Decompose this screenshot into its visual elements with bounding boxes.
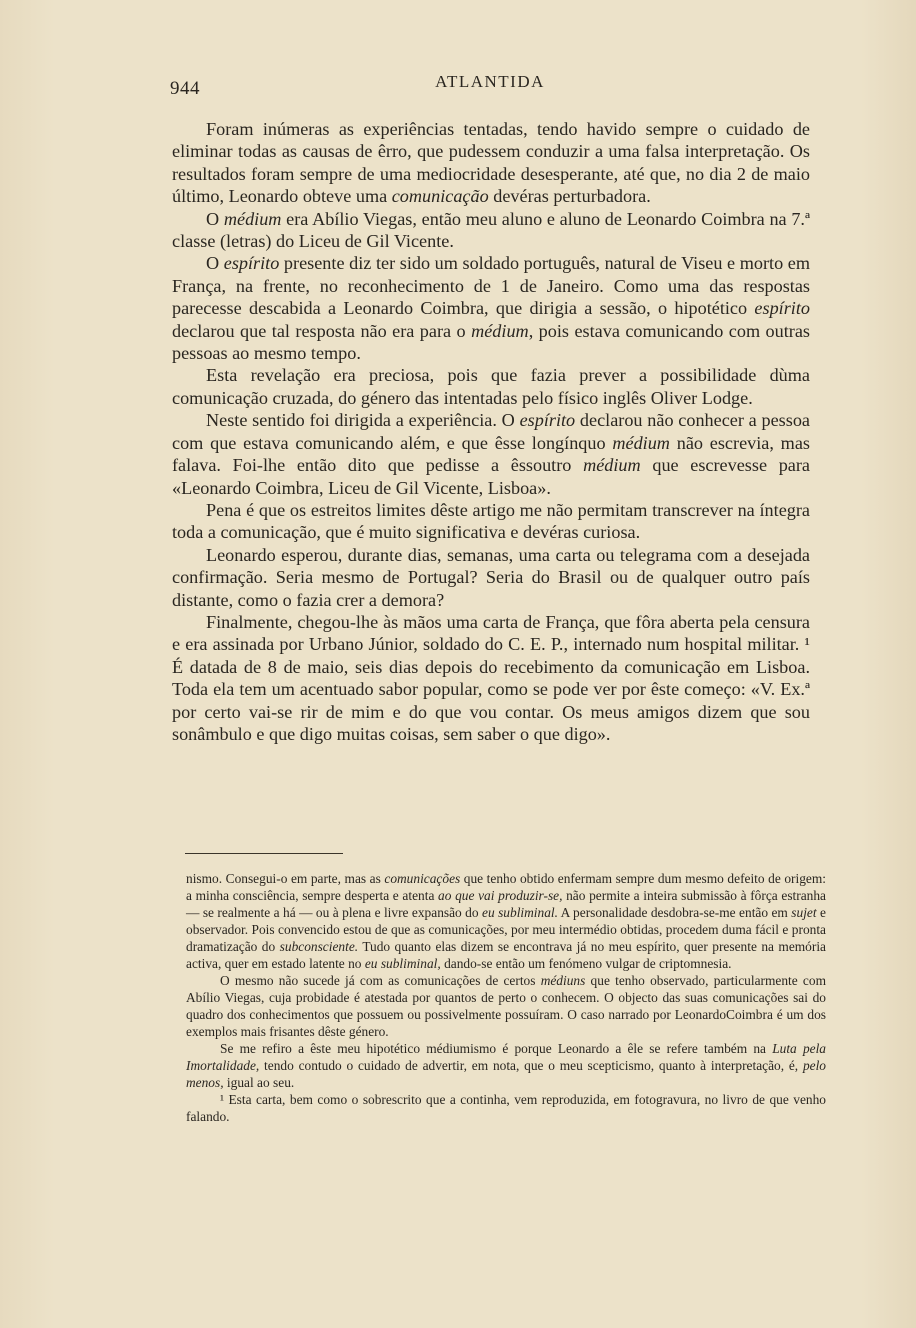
page-number: 944 [170, 78, 200, 99]
text-run: Foram inúmeras as experiências tentadas, tendo havido sempre o cuidado de eliminar todas as causas de êrro, que pudessem conduzir a uma falsa interpretação. Os resultados foram sempre de uma mediocridade desesperante, até que, no dia 2 de maio último, Leonardo obteve uma [172, 119, 810, 207]
italic-term: espírito [223, 253, 280, 274]
text-run: não permite a inteira submissão à fôrça estranha — se realmente a há — ou à plena e livre expansão do [186, 888, 826, 920]
footnotes [186, 870, 826, 1125]
paragraph: Finalmente, chegou-lhe às mãos uma carta de França, que fôra aberta pela censura e era assinada por Urbano Júnior, soldado do C. E. P., internado num hospital militar. ¹ É datada de 8 de maio, seis dias depois do recebimento da comunicação em Lisboa. Toda ela tem um acentuado sabor popular, como se pode ver por êste começo: «V. Ex.ª por certo vai-se rir de mim e do que vou contar. Os meus amigos dizem que sou sonâmbulo e que digo muitas coisas, sem saber o que digo». [172, 611, 810, 744]
footnote-paragraph [186, 972, 826, 1040]
italic-term: espírito [519, 410, 576, 431]
text-run: tendo contudo o cuidado de advertir, em nota, que o meu scepticismo, quanto à interpretação, é, [259, 1058, 803, 1073]
italic-term: médium [471, 320, 529, 341]
text-run: não escrevia, mas falava. Foi-lhe então dito que pedisse a êssoutro [172, 432, 810, 476]
paragraph: Pena é que os estreitos limites dêste artigo me não permitam transcrever na íntegra toda a comunicação, que é muito significativa e devéras curiosa. [172, 499, 810, 543]
text-run: O [206, 208, 224, 229]
main-text [172, 118, 810, 745]
italic-term: comunicações [384, 871, 461, 886]
italic-term: médium [612, 432, 670, 453]
italic-term: médium [583, 455, 641, 476]
text-run: nismo. Consegui-o em parte, mas as [186, 871, 385, 886]
text-run: Neste sentido foi dirigida a experiência. O [206, 410, 520, 431]
text-run: igual ao seu. [223, 1075, 295, 1090]
italic-term: eu subliminal. [482, 905, 558, 920]
paragraph: Esta revelação era preciosa, pois que fazia prever a possibilidade dùma comunicação cruzada, do género das intentadas pelo físico inglês Oliver Lodge. [172, 365, 810, 408]
text-run: e observador. Pois convencido estou de que as comunicações, por meu intermédio obtidas, procedem duma fácil e pronta dramatização do [186, 905, 826, 954]
footnote-continuation [186, 870, 826, 972]
text-run: declarou não conhecer a pessoa com que estava comunicando além, e que êsse longínquo [172, 410, 810, 453]
text-run: O [206, 253, 224, 274]
italic-term: eu subliminal, [364, 956, 441, 971]
italic-term: espírito [754, 298, 810, 319]
italic-term: sujet [791, 905, 817, 920]
footnote-1: ¹ Esta carta, bem como o sobrescrito que a continha, vem reproduzida, em fotogravura, no livro de que venho falando. [186, 1092, 826, 1124]
paragraph [172, 409, 810, 499]
italic-term: pelo menos, [186, 1058, 826, 1090]
text-run: que tenho obtido enfermam sempre dum mesmo defeito de origem: a minha consciência, sempre desperta e atenta [186, 871, 827, 903]
running-title: ATLANTIDA [435, 72, 545, 91]
text-run: que tenho observado, particularmente com Abílio Viegas, cuja probidade é atestada por quantos de perto o conhecem. O objecto das suas comunicações sai do quadro dos conhecimentos que possuem ou possivelmente possuíram. O caso narrado por LeonardoCoimbra é um dos exemplos mais frisantes dêste género. [186, 973, 826, 1039]
italic-term: ao que vai produzir-se, [438, 888, 563, 903]
italic-term: subconsciente. [279, 939, 359, 954]
text-run: devéras perturbadora. [488, 186, 651, 207]
footnote-divider [185, 853, 343, 854]
text-run: que escrevesse para «Leonardo Coimbra, Liceu de Gil Vicente, Lisboa». [172, 455, 810, 498]
paragraph: Leonardo esperou, durante dias, semanas, uma carta ou telegrama com a desejada confirmação. Seria mesmo de Portugal? Seria do Brasil ou de qualquer outro país distante, como o fazia crer a demora? [172, 544, 810, 610]
text-run: declarou que tal resposta não era para o [172, 320, 472, 341]
italic-term: médiuns [540, 973, 586, 988]
text-run: Se me refiro a êste meu hipotético médiumismo é porque Leonardo a êle se refere também na [220, 1041, 773, 1056]
paragraph [172, 252, 810, 364]
paragraph [172, 118, 810, 208]
text-run: , pois estava comunicando com outras pessoas ao mesmo tempo. [172, 320, 810, 364]
text-run: presente diz ter sido um soldado português, natural de Viseu e morto em França, na frente, no reconhecimento de 1 de Janeiro. Como uma das respostas parecesse descabida a Leonardo Coimbra, que dirigia a sessão, o hipotético [172, 253, 810, 319]
text-run: O mesmo não sucede já com as comunicações de certos [220, 973, 541, 988]
footnote-paragraph [186, 1040, 826, 1091]
text-run: era Abílio Viegas, então meu aluno e aluno de Leonardo Coimbra na 7.ª classe (letras) do Liceu de Gil Vicente. [172, 208, 810, 252]
text-run: Tudo quanto elas dizem se encontrava já no meu espírito, quer presente na memória activa, quer em estado latente no [186, 939, 826, 971]
paragraph [172, 208, 810, 253]
page-header [170, 72, 810, 98]
italic-term: Luta pela Imortalidade, [186, 1041, 826, 1073]
text-run: A personalidade desdobra-se-me então em [557, 905, 792, 920]
italic-term: médium [223, 208, 282, 229]
text-run: dando-se então um fenómeno vulgar de criptomnesia. [440, 956, 732, 971]
italic-term: comunicação [391, 186, 489, 207]
